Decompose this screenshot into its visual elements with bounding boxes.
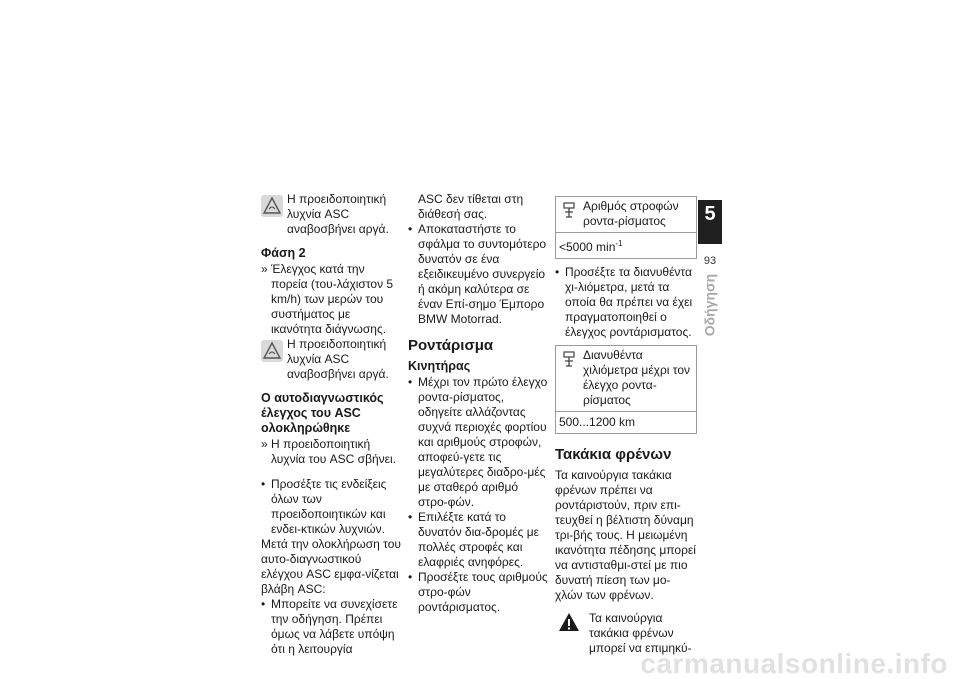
lamp-note-top-text: Η προειδοποιητική λυχνία ASC αναβοσβήνει αργά. (287, 192, 389, 236)
km-table (555, 345, 697, 434)
km-list (555, 265, 697, 340)
list-item-text: Επιλέξτε κατά το δυνατόν δια-δρομές με πολλές στροφές και ελαφριές ανηφόρες. (418, 510, 540, 569)
list-item (408, 510, 550, 570)
rpm-table-header (556, 197, 696, 233)
engine-title: Κινητήρας (408, 359, 471, 373)
tachometer-icon (561, 201, 579, 221)
continued-text: ASC δεν τίθεται στη διάθεσή σας. (418, 192, 524, 221)
warning-text: Τα καινούργια τακάκια φρένων μπορεί να επιμηκύ- (589, 611, 692, 655)
warning-triangle-icon (558, 612, 580, 632)
list-marker: • (555, 265, 560, 279)
engine-list (408, 375, 550, 615)
list-item (408, 222, 550, 327)
complete-list (261, 437, 403, 467)
observe-list (261, 477, 403, 537)
column-1 (261, 192, 403, 657)
list-marker: • (408, 222, 413, 236)
lamp-note-mid (261, 337, 403, 382)
asc-warning-lamp-icon (261, 340, 283, 362)
rpm-unit-sup: -1 (615, 239, 623, 248)
list-item (261, 477, 403, 537)
list-item-text: Προσέξτε τους αριθμούς στρο-φών ροντάρισματος. (418, 570, 548, 614)
list-marker: » (261, 262, 268, 276)
pads-title: Τακάκια φρένων (555, 446, 672, 463)
column-3 (555, 192, 697, 656)
list-item (408, 570, 550, 615)
runin-title: Ροντάρισμα (408, 337, 494, 354)
odometer-icon (561, 350, 579, 370)
km-table-header (556, 346, 696, 412)
complete-title: Ο αυτοδιαγνωστικός έλεγχος του ASC ολοκληρώθηκε (261, 391, 384, 435)
list-marker: • (408, 570, 413, 584)
list-item (261, 437, 403, 467)
phase2-list (261, 262, 403, 337)
list-marker: » (261, 437, 268, 451)
page-number: 93 (703, 255, 717, 267)
list-marker: • (408, 375, 413, 389)
list-item-text: Μέχρι τον πρώτο έλεγχο ροντα-ρίσματος, οδηγείτε αλλάζοντας συχνά περιοχές φορτίου και αριθμούς στροφών, αποφεύ-γετε τις μεγαλύτερες διαδρο-μές με σταθερό αριθμό στρο-φών. (418, 375, 548, 509)
list-marker: • (261, 477, 266, 491)
column-2 (408, 192, 550, 615)
list-marker: • (408, 510, 413, 524)
spacer (261, 467, 403, 477)
km-table-value: 500...1200 km (559, 415, 636, 429)
list-marker: • (261, 597, 266, 611)
rpm-table (555, 196, 697, 259)
section-label-text: Οδήγηση (701, 273, 718, 337)
list-item-text: Προσέξτε τις ενδείξεις όλων των προειδοποιητικών και ενδει-κτικών λυχνιών. (271, 477, 387, 536)
list-item (261, 597, 403, 657)
chapter-tab: 5 (698, 200, 722, 244)
list-item (408, 375, 550, 510)
lamp-note-top (261, 192, 403, 237)
list-item-text: Προσέξτε τα διανυθέντα χι-λιόμετρα, μετά τα οποία θα πρέπει να έχει πραγματοποιηθεί ο έλεγχος ροντάρισματος. (565, 265, 693, 339)
list-item-text: Έλεγχος κατά την πορεία (του-λάχιστον 5 km/h) των μερών του συστήματος με ικανότητα διάγνωσης. (271, 262, 394, 336)
list-item-text: Αποκαταστήστε το σφάλμα το συντομότερο δυνατόν σε ένα εξειδικευμένο συνεργείο ή ακόμη καλύτερα σε έναν Επί-σημο Έμπορο BMW Motorrad. (418, 222, 547, 326)
lamp-note-mid-text: Η προειδοποιητική λυχνία ASC αναβοσβήνει αργά. (287, 337, 389, 381)
watermark: carmanualsonline.info (640, 648, 948, 679)
ride-list (261, 597, 403, 657)
km-table-header-text: Διανυθέντα χιλιόμετρα μέχρι τον έλεγχο ροντα-ρίσματος (583, 348, 691, 407)
list-item (555, 265, 697, 340)
list-item (261, 262, 403, 337)
pads-paragraph: Τα καινούργια τακάκια φρένων πρέπει να ροντάριστούν, πριν επι-τευχθεί η βέλτιστη δύναμη τρι-βής τους. Η μειωμένη ικανότητα πέδησης μπορεί να αντισταθμι-στεί με πιο δυνατή πίεση των μο-χλών των φρένων. (555, 468, 696, 602)
list-item-text: Η προειδοποιητική λυχνία του ASC σβήνει. (271, 437, 396, 466)
phase2-title: Φάση 2 (261, 246, 306, 260)
rpm-table-value (556, 233, 696, 258)
fix-list (408, 222, 550, 327)
list-item-text: Μπορείτε να συνεχίσετε την οδήγηση. Πρέπει όμως να λάβετε υπόψη ότι η λειτουργία (271, 597, 398, 656)
rpm-value: <5000 min (559, 240, 616, 254)
section-label (700, 270, 720, 340)
asc-fault-paragraph: Μετά την ολοκλήρωση του αυτο-διαγνωστικού ελέγχου ASC εμφα-νίζεται βλάβη ASC: (261, 537, 401, 596)
rpm-table-header-text: Αριθμός στροφών ροντα-ρίσματος (583, 199, 679, 228)
asc-warning-lamp-icon (261, 195, 283, 217)
